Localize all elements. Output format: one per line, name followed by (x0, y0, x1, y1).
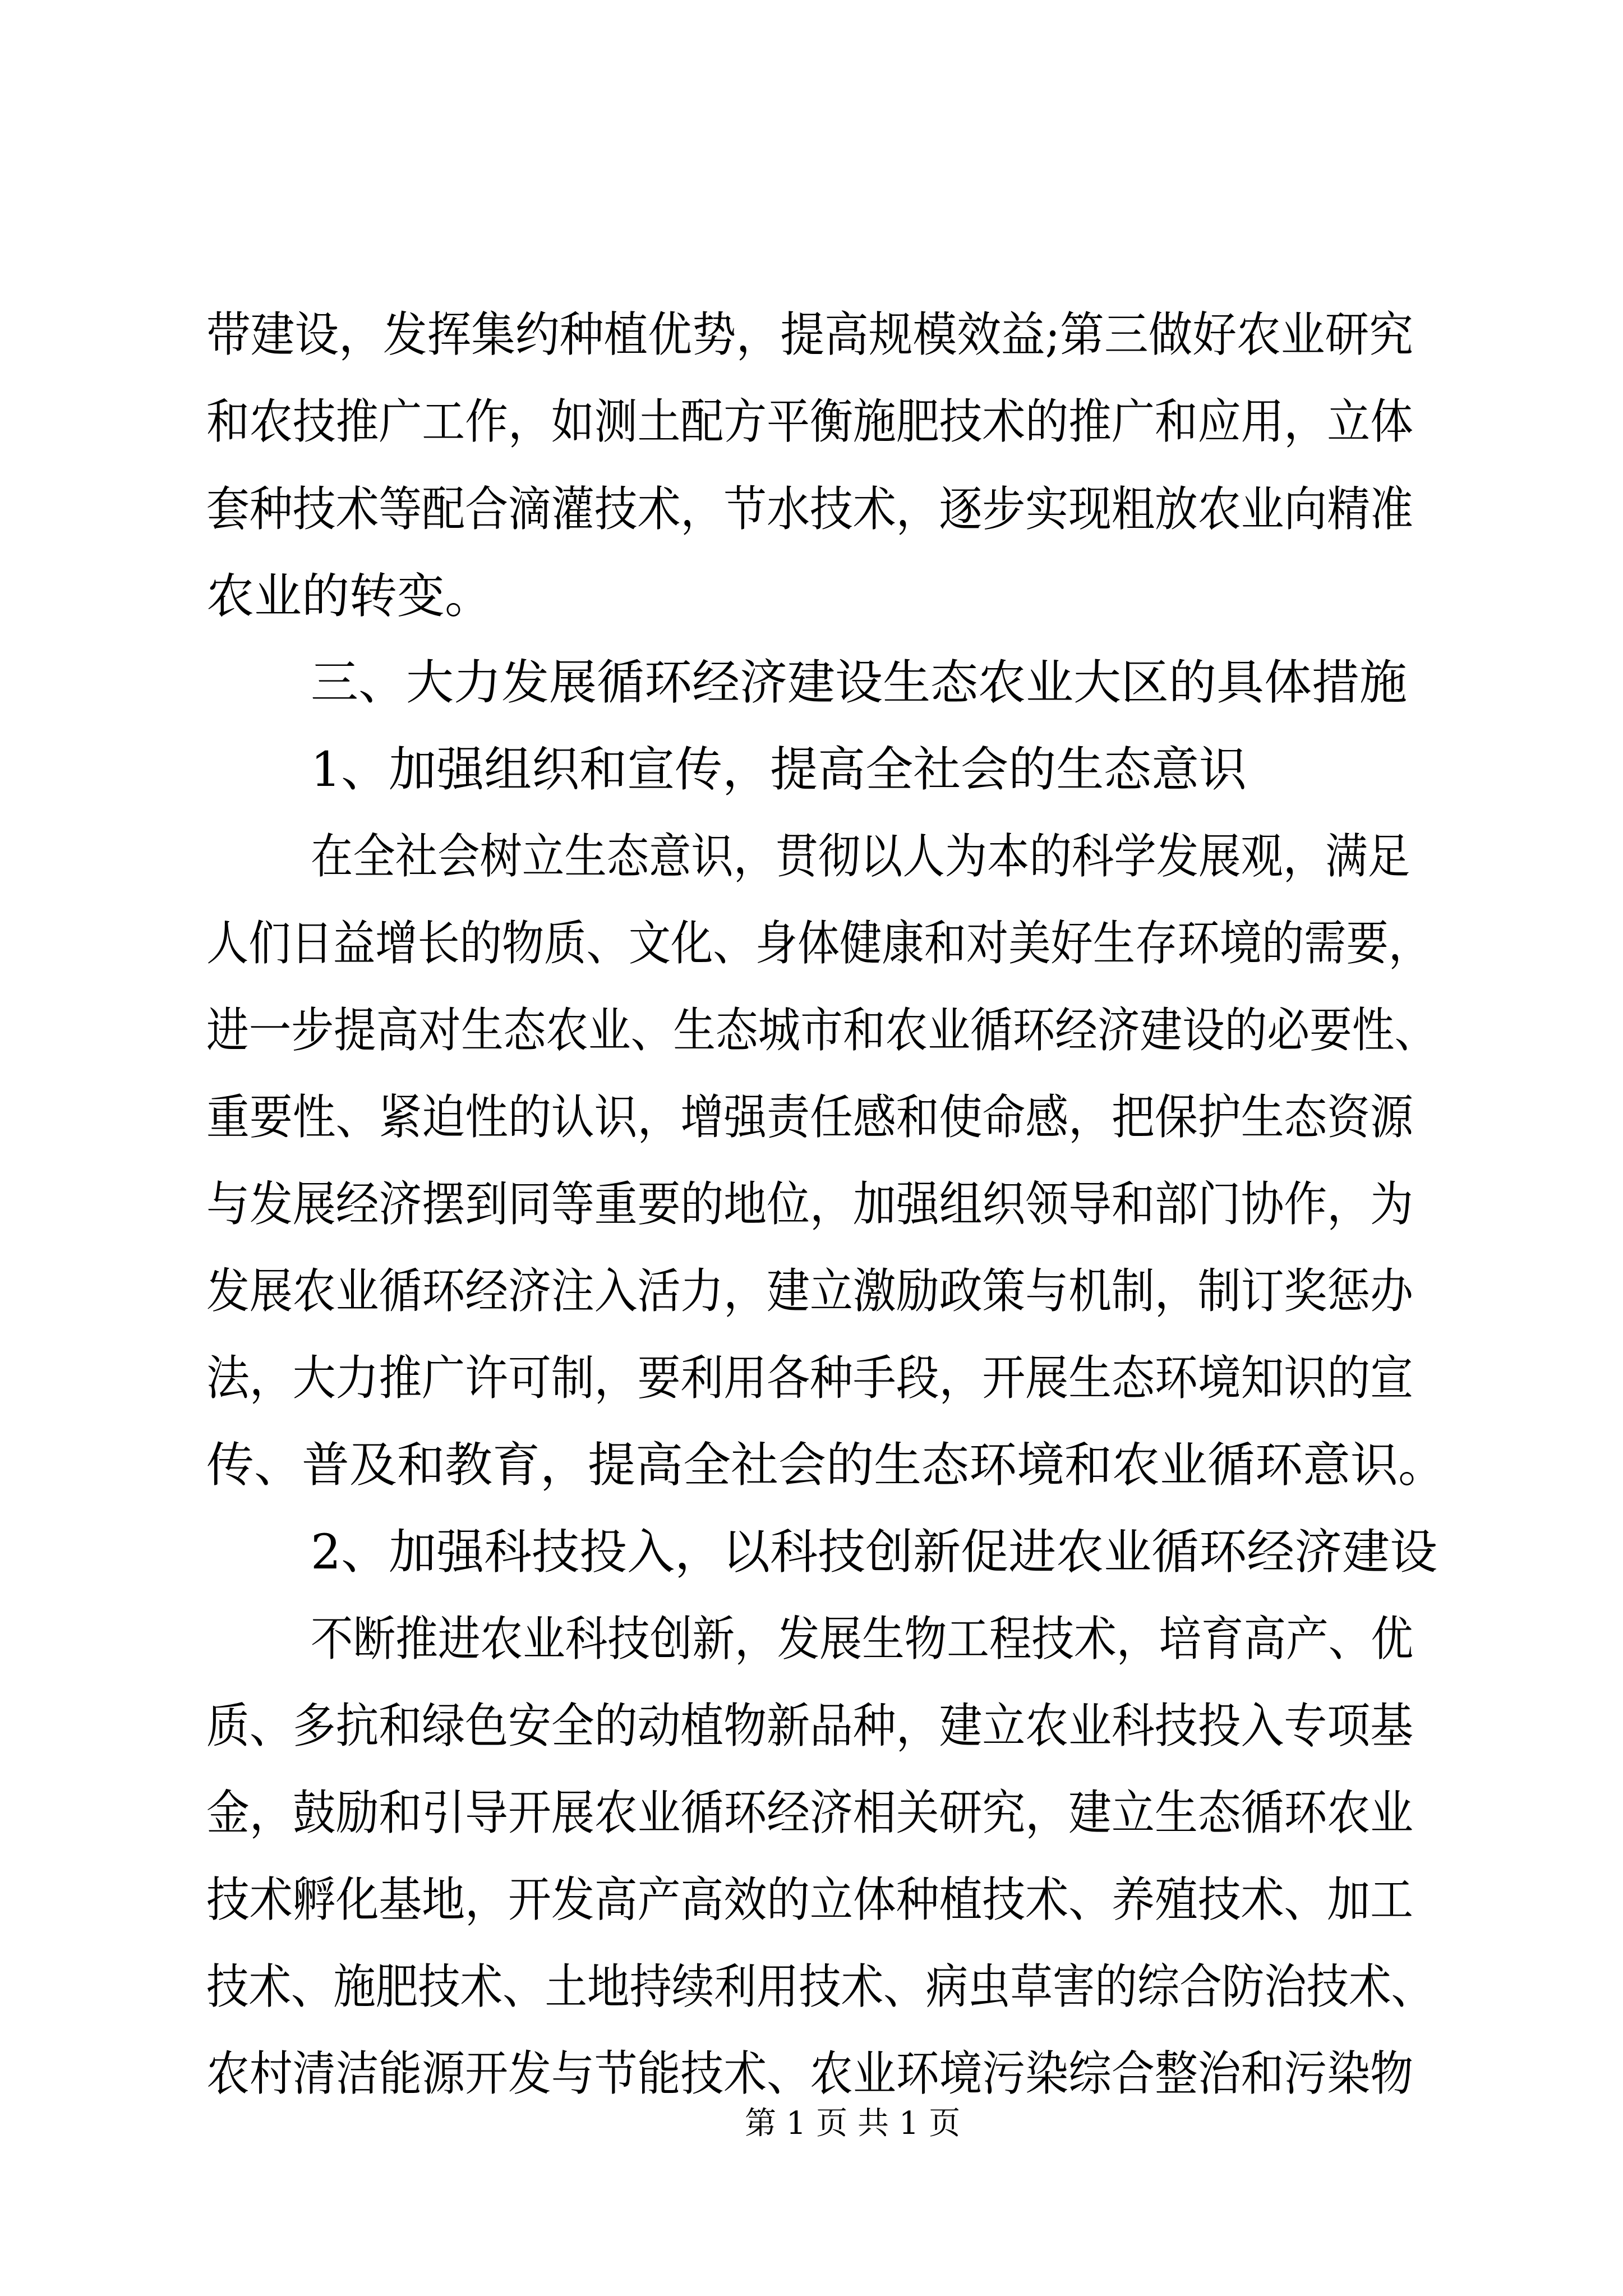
body-line: 发展农业循环经济注入活力，建立激励政策与机制，制订奖惩办 (206, 1264, 1414, 1319)
body-line: 技术、施肥技术、土地持续利用技术、病虫草害的综合防治技术、 (206, 1959, 1433, 2015)
body-line: 传、普及和教育，提高全社会的生态环境和农业循环意识。 (206, 1438, 1446, 1493)
body-line: 套种技术等配合滴灌技术，节水技术，逐步实现粗放农业向精准 (206, 482, 1414, 537)
body-line: 金，鼓励和引导开展农业循环经济相关研究，建立生态循环农业 (206, 1786, 1414, 1841)
body-line: 与发展经济摆到同等重要的地位，加强组织领导和部门协作，为 (206, 1177, 1414, 1232)
body-line: 不断推进农业科技创新，发展生物工程技术，培育高产、优 (311, 1612, 1414, 1667)
body-line: 农村清洁能源开发与节能技术、农业环境污染综合整治和污染物 (206, 2046, 1414, 2102)
body-line: 和农技推广工作，如测土配方平衡施肥技术的推广和应用，立体 (206, 394, 1414, 450)
subsection-heading: 1、加强组织和宣传，提高全社会的生态意识 (311, 742, 1247, 798)
body-line: 质、多抗和绿色安全的动植物新品种，建立农业科技投入专项基 (206, 1699, 1414, 1754)
subsection-heading: 2、加强科技投入，以科技创新促进农业循环经济建设 (311, 1525, 1438, 1580)
body-line: 农业的转变。 (206, 569, 493, 624)
body-line: 在全社会树立生态意识，贯彻以人为本的科学发展观，满足 (311, 829, 1410, 885)
body-line: 人们日益增长的物质、文化、身体健康和对美好生存环境的需要， (206, 916, 1431, 972)
body-line: 进一步提高对生态农业、生态城市和农业循环经济建设的必要性、 (206, 1003, 1437, 1059)
body-line: 重要性、紧迫性的认识，增强责任感和使命感，把保护生态资源 (206, 1090, 1414, 1145)
page-footer: 第 1 页 共 1 页 (745, 2105, 961, 2142)
body-line: 技术孵化基地，开发高产高效的立体种植技术、养殖技术、加工 (206, 1872, 1414, 1928)
body-line: 带建设，发挥集约种植优势，提高规模效益;第三做好农业研究 (206, 307, 1413, 363)
section-heading: 三、大力发展循环经济建设生态农业大区的具体措施 (311, 655, 1408, 711)
body-line: 法，大力推广许可制，要利用各种手段，开展生态环境知识的宣 (206, 1351, 1414, 1406)
